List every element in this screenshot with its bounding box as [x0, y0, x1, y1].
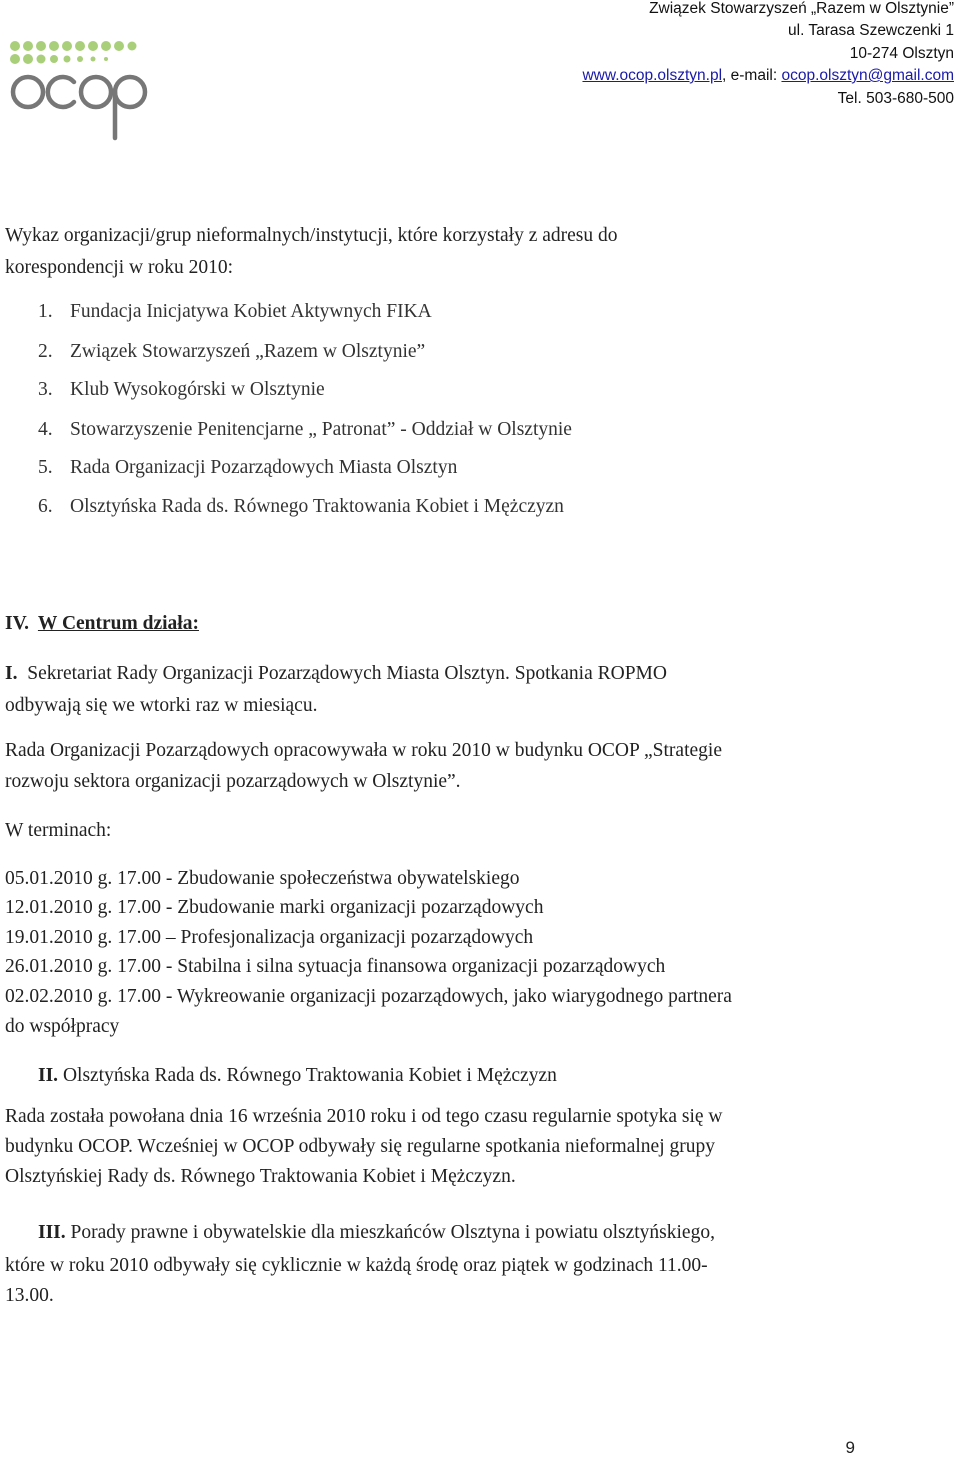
ocop-logo	[8, 38, 148, 144]
sub-iii-line-1	[38, 1221, 715, 1245]
header-org-name: Związek Stowarzyszeń „Razem w Olsztynie”	[649, 0, 954, 17]
sub-iii-number: III.	[38, 1222, 66, 1243]
header-email-link[interactable]: ocop.olsztyn@gmail.com	[781, 67, 954, 84]
section-iv-number: IV.	[5, 613, 30, 634]
sub-iii-line-2: które w roku 2010 odbywały się cyklicznie w każdą środę oraz piątek w godzinach 11.00-	[5, 1255, 708, 1276]
list-item: 2. Związek Stowarzyszeń „Razem w Olsztynie”	[38, 341, 426, 362]
list-item: 5. Rada Organizacji Pozarządowych Miasta Olsztyn	[38, 457, 458, 478]
schedule-item: 02.02.2010 g. 17.00 - Wykreowanie organizacji pozarządowych, jako wiarygodnego partnera	[5, 986, 732, 1007]
sub-ii-heading	[38, 1064, 557, 1088]
page-number: 9	[845, 1438, 855, 1457]
sub-ii-line-2: budynku OCOP. Wcześniej w OCOP odbywały się regularne spotkania nieformalnej grupy	[5, 1136, 715, 1157]
list-item: 4. Stowarzyszenie Penitencjarne „ Patronat” - Oddział w Olsztynie	[38, 419, 572, 440]
sub-ii-line-3: Olsztyńskiej Rady ds. Równego Traktowania Kobiet i Mężczyzn.	[5, 1166, 516, 1187]
sub-i-line-2: odbywają się we wtorki raz w miesiącu.	[5, 695, 318, 716]
sub-i-text: Sekretariat Rady Organizacji Pozarządowych Miasta Olsztyn. Spotkania ROPMO	[27, 663, 667, 684]
sub-ii-number: II.	[38, 1065, 59, 1086]
header-city: 10-274 Olsztyn	[849, 45, 954, 62]
sub-iii-line-3: 13.00.	[5, 1285, 54, 1306]
sub-i-number: I.	[5, 663, 18, 684]
intro-line-1: Wykaz organizacji/grup nieformalnych/instytucji, które korzystały z adresu do	[5, 225, 618, 246]
header-phone: Tel. 503-680-500	[837, 90, 954, 107]
section-iv-title: W Centrum działa:	[37, 613, 199, 634]
schedule-item: 19.01.2010 g. 17.00 – Profesjonalizacja organizacji pozarządowych	[5, 927, 534, 948]
section-iv-heading	[5, 612, 199, 636]
list-item: 3. Klub Wysokogórski w Olsztynie	[38, 379, 325, 400]
logo-dots	[10, 41, 137, 64]
sub-i-line-1	[5, 658, 856, 689]
list-item: 6. Olsztyńska Rada ds. Równego Traktowania Kobiet i Mężczyzn	[38, 496, 564, 517]
terms-label: W terminach:	[5, 820, 112, 841]
header-street: ul. Tarasa Szewczenki 1	[788, 22, 954, 39]
sub-i-para-1: Rada Organizacji Pozarządowych opracowywała w roku 2010 w budynku OCOP „Strategie	[5, 740, 722, 761]
schedule-item-continuation: do współpracy	[5, 1016, 120, 1037]
logo-letters	[13, 77, 145, 138]
schedule-item: 12.01.2010 g. 17.00 - Zbudowanie marki organizacji pozarządowych	[5, 897, 544, 918]
sub-ii-line-1: Rada została powołana dnia 16 września 2010 roku i od tego czasu regularnie spotyka się w	[5, 1106, 723, 1127]
schedule-item: 26.01.2010 g. 17.00 - Stabilna i silna sytuacja finansowa organizacji pozarządowych	[5, 956, 666, 977]
sub-i-para-2: rozwoju sektora organizacji pozarządowych w Olsztynie”.	[5, 771, 461, 792]
intro-line-2: korespondencji w roku 2010:	[5, 257, 234, 278]
header-contact-line	[582, 67, 954, 85]
list-item: 1. Fundacja Inicjatywa Kobiet Aktywnych FIKA	[38, 301, 432, 322]
schedule-item: 05.01.2010 g. 17.00 - Zbudowanie społeczeństwa obywatelskiego	[5, 868, 520, 889]
sub-iii-text: Porady prawne i obywatelskie dla mieszkańców Olsztyna i powiatu olsztyńskiego,	[70, 1222, 715, 1243]
header-email-sep: , e-mail:	[722, 67, 782, 84]
header-website-link[interactable]: www.ocop.olsztyn.pl	[582, 67, 723, 84]
sub-ii-title: Olsztyńska Rada ds. Równego Traktowania Kobiet i Mężczyzn	[62, 1065, 557, 1086]
